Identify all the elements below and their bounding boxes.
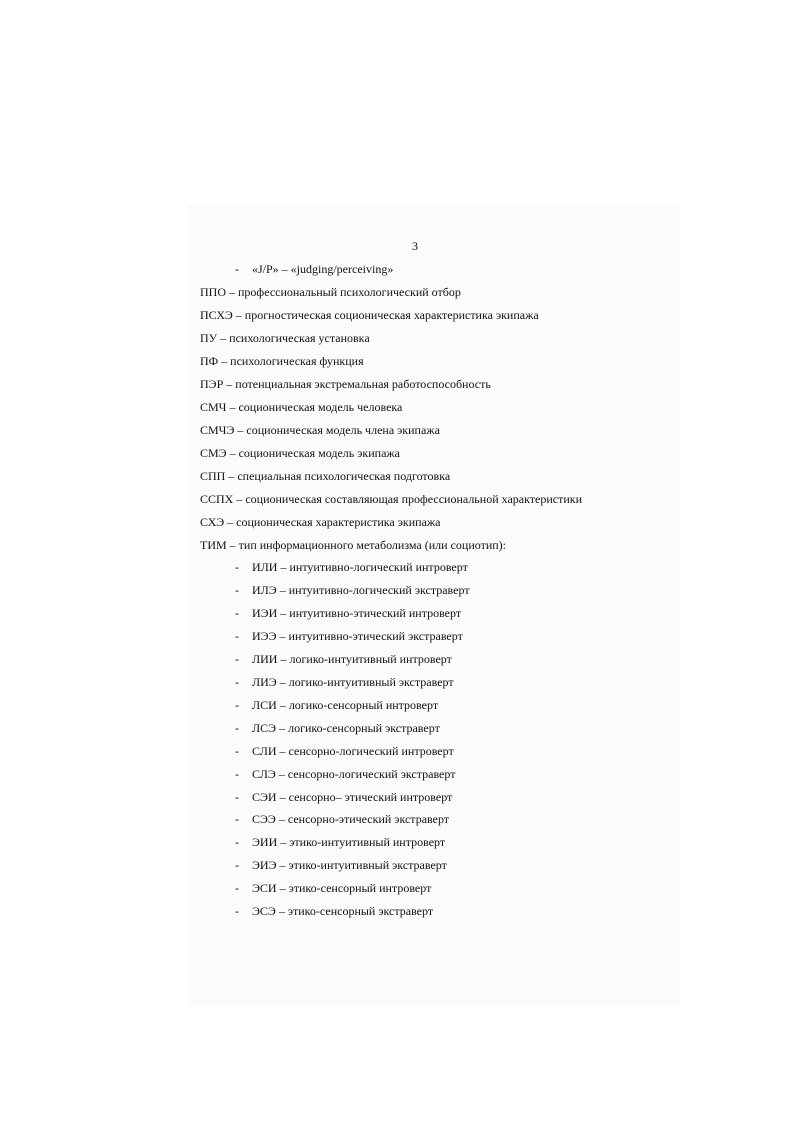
entry-abbr: СПП bbox=[200, 469, 226, 483]
abbreviation-entry bbox=[200, 537, 506, 553]
type-definition: интуитивно-этический экстраверт bbox=[288, 629, 463, 643]
type-list-item bbox=[235, 743, 454, 759]
list-dash: - bbox=[235, 790, 239, 804]
entry-separator: – bbox=[217, 331, 230, 345]
abbreviation-entry bbox=[200, 399, 402, 415]
type-separator: – bbox=[276, 583, 289, 597]
list-dash: - bbox=[235, 835, 239, 849]
type-definition: сенсорно-логический интроверт bbox=[288, 744, 454, 758]
list-dash: - bbox=[235, 744, 239, 758]
type-list-item bbox=[235, 674, 454, 690]
type-abbr: ЭСЭ bbox=[252, 904, 276, 918]
type-definition: логико-сенсорный экстраверт bbox=[288, 721, 440, 735]
type-separator: – bbox=[276, 698, 289, 712]
list-dash: - bbox=[235, 652, 239, 666]
abbreviation-entry bbox=[200, 422, 440, 438]
list-dash: - bbox=[235, 262, 239, 276]
entry-definition: соционическая характеристика экипажа bbox=[236, 515, 441, 529]
list-dash: - bbox=[235, 606, 239, 620]
type-abbr: ЭСИ bbox=[252, 881, 277, 895]
entry-definition: профессиональный психологический отбор bbox=[238, 285, 461, 299]
type-separator: – bbox=[277, 652, 290, 666]
entry-definition: прогностическая соционическая характеристика экипажа bbox=[244, 308, 539, 322]
entry-definition: соционическая составляющая профессиональной характеристики bbox=[245, 492, 583, 506]
abbreviation-entry bbox=[200, 284, 461, 300]
entry-definition: соционическая модель экипажа bbox=[238, 446, 401, 460]
type-abbr: ЛСЭ bbox=[252, 721, 277, 735]
type-separator: – bbox=[275, 812, 288, 826]
type-definition: сенсорно– этический интроверт bbox=[288, 790, 453, 804]
entry-definition: потенциальная экстремальная работоспособность bbox=[235, 377, 491, 391]
type-definition: интуитивно-этический интроверт bbox=[289, 606, 462, 620]
entry-definition: тип информационного метаболизма (или социотип): bbox=[238, 538, 507, 552]
type-list-item bbox=[235, 766, 455, 782]
entry-definition: соционическая модель члена экипажа bbox=[246, 423, 440, 437]
entry-definition: специальная психологическая подготовка bbox=[237, 469, 451, 483]
type-list-item bbox=[235, 651, 452, 667]
type-abbr: ЛСИ bbox=[252, 698, 277, 712]
type-separator: – bbox=[276, 744, 289, 758]
type-abbr: ИЭЭ bbox=[252, 629, 277, 643]
type-abbr: ИЛИ bbox=[252, 560, 278, 574]
type-definition: сенсорно-логический экстраверт bbox=[287, 767, 456, 781]
list-dash: - bbox=[235, 812, 239, 826]
type-list-item bbox=[235, 582, 470, 598]
abbreviation-entry bbox=[200, 491, 582, 507]
entry-separator: – bbox=[226, 446, 239, 460]
list-dash: - bbox=[235, 675, 239, 689]
type-list-item bbox=[235, 559, 468, 575]
type-separator: – bbox=[275, 767, 288, 781]
type-definition: сенсорно-этический экстраверт bbox=[287, 812, 450, 826]
abbreviation-entry bbox=[200, 376, 491, 392]
abbreviation-entry bbox=[200, 445, 400, 461]
entry-separator: – bbox=[224, 515, 237, 529]
list-dash: - bbox=[235, 858, 239, 872]
type-list-item bbox=[235, 789, 452, 805]
type-abbr: СЭИ bbox=[252, 790, 277, 804]
entry-definition: психологическая установка bbox=[229, 331, 370, 345]
type-abbr: ЭИИ bbox=[252, 835, 278, 849]
type-separator: – bbox=[275, 904, 288, 918]
type-abbr: ЛИЭ bbox=[252, 675, 277, 689]
intro-line bbox=[235, 261, 393, 277]
list-dash: - bbox=[235, 583, 239, 597]
abbreviation-entry bbox=[200, 468, 450, 484]
type-list-item bbox=[235, 811, 449, 827]
type-separator: – bbox=[277, 560, 290, 574]
type-separator: – bbox=[277, 835, 290, 849]
abbreviation-entry bbox=[200, 514, 441, 530]
type-separator: – bbox=[276, 675, 289, 689]
list-dash: - bbox=[235, 560, 239, 574]
list-dash: - bbox=[235, 629, 239, 643]
type-definition: логико-интуитивный экстраверт bbox=[288, 675, 454, 689]
list-dash: - bbox=[235, 698, 239, 712]
entry-abbr: ПЭР bbox=[200, 377, 224, 391]
type-list-item bbox=[235, 857, 447, 873]
type-definition: интуитивно-логический экстраверт bbox=[288, 583, 470, 597]
list-dash: - bbox=[235, 904, 239, 918]
type-abbr: ИЛЭ bbox=[252, 583, 277, 597]
entry-separator: – bbox=[234, 423, 247, 437]
entry-abbr: СМЭ bbox=[200, 446, 227, 460]
type-definition: этико-интуитивный интроверт bbox=[289, 835, 446, 849]
entry-abbr: ППО bbox=[200, 285, 226, 299]
type-definition: этико-сенсорный экстраверт bbox=[287, 904, 434, 918]
entry-abbr: СХЭ bbox=[200, 515, 225, 529]
type-list-item bbox=[235, 697, 438, 713]
entry-separator: – bbox=[232, 308, 245, 322]
type-separator: – bbox=[276, 721, 289, 735]
abbreviation-entry bbox=[200, 353, 364, 369]
type-separator: – bbox=[277, 606, 290, 620]
entry-abbr: ПСХЭ bbox=[200, 308, 233, 322]
entry-separator: – bbox=[223, 377, 236, 391]
type-abbr: ЭИЭ bbox=[252, 858, 277, 872]
entry-separator: – bbox=[226, 400, 239, 414]
entry-abbr: СМЧ bbox=[200, 400, 227, 414]
list-dash: - bbox=[235, 721, 239, 735]
entry-definition: соционическая модель человека bbox=[238, 400, 403, 414]
type-separator: – bbox=[276, 858, 289, 872]
entry-definition: психологическая функция bbox=[230, 354, 364, 368]
entry-abbr: ПУ bbox=[200, 331, 218, 345]
type-abbr: СЛИ bbox=[252, 744, 277, 758]
type-list-item bbox=[235, 880, 431, 896]
list-dash: - bbox=[235, 767, 239, 781]
entry-separator: – bbox=[226, 538, 239, 552]
type-list-item bbox=[235, 834, 445, 850]
type-list-item bbox=[235, 628, 463, 644]
page-number: 3 bbox=[412, 239, 418, 253]
type-abbr: ЛИИ bbox=[252, 652, 278, 666]
intro-text: «J/P» – «judging/perceiving» bbox=[252, 262, 394, 276]
type-separator: – bbox=[276, 629, 289, 643]
list-dash: - bbox=[235, 881, 239, 895]
type-definition: логико-сенсорный интроверт bbox=[288, 698, 439, 712]
type-list-item bbox=[235, 605, 461, 621]
type-definition: логико-интуитивный интроверт bbox=[289, 652, 452, 666]
entry-abbr: ССПХ bbox=[200, 492, 234, 506]
abbreviation-entry bbox=[200, 330, 370, 346]
type-abbr: СЛЭ bbox=[252, 767, 276, 781]
entry-separator: – bbox=[226, 285, 238, 299]
type-abbr: СЭЭ bbox=[252, 812, 276, 826]
type-separator: – bbox=[276, 881, 289, 895]
abbreviation-entry bbox=[200, 307, 539, 323]
type-list-item bbox=[235, 903, 433, 919]
type-abbr: ИЭИ bbox=[252, 606, 278, 620]
entry-abbr: СМЧЭ bbox=[200, 423, 235, 437]
type-separator: – bbox=[276, 790, 289, 804]
type-list-item bbox=[235, 720, 440, 736]
entry-separator: – bbox=[233, 492, 246, 506]
type-definition: этико-сенсорный интроверт bbox=[288, 881, 432, 895]
entry-separator: – bbox=[225, 469, 238, 483]
entry-abbr: ПФ bbox=[200, 354, 219, 368]
entry-separator: – bbox=[218, 354, 231, 368]
type-definition: этико-интуитивный экстраверт bbox=[288, 858, 447, 872]
entry-abbr: ТИМ bbox=[200, 538, 227, 552]
type-definition: интуитивно-логический интроверт bbox=[289, 560, 468, 574]
